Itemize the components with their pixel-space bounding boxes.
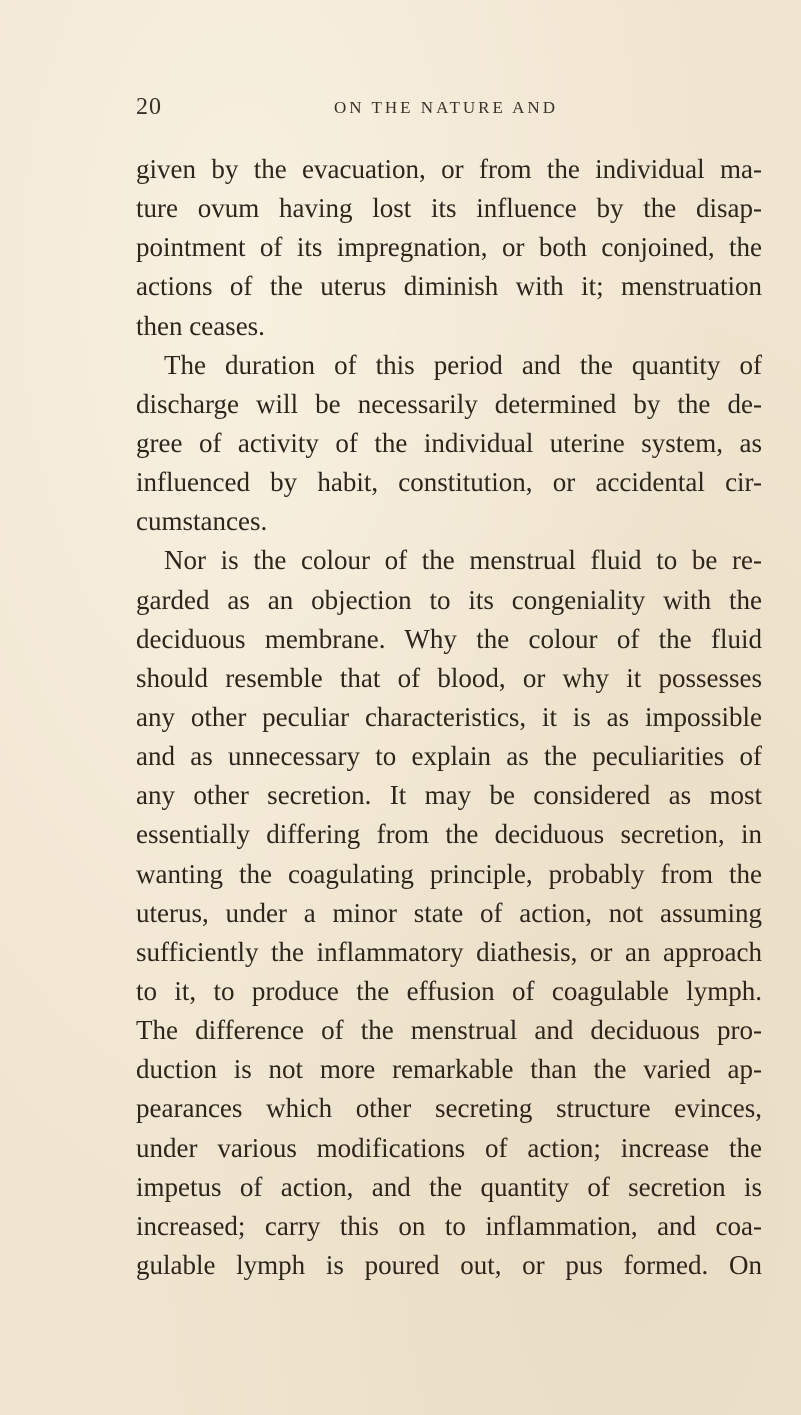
text-line: Nor is the colour of the menstrual fluid to be re- [164, 545, 762, 576]
body-text [136, 150, 762, 1285]
text-line: cumstances. [136, 506, 268, 537]
text-line: essentially differing from the deciduous secretion, in [136, 819, 762, 850]
text-line: influenced by habit, constitution, or accidental cir- [136, 467, 762, 498]
text-line: impetus of action, and the quantity of secretion is [136, 1171, 762, 1202]
page-number: 20 [136, 94, 162, 120]
text-line: pearances which other secreting structure evinces, [136, 1093, 762, 1124]
running-head: ON THE NATURE AND [334, 98, 558, 117]
text-line: increased; carry this on to inflammation, and coa- [136, 1210, 762, 1241]
text-line: then ceases. [136, 310, 265, 341]
text-line: The duration of this period and the quantity of [164, 349, 762, 380]
text-line: The difference of the menstrual and deciduous pro- [136, 1015, 762, 1046]
text-line: pointment of its impregnation, or both conjoined, the [136, 232, 762, 263]
text-line: gree of activity of the individual uterine system, as [136, 427, 762, 458]
text-line: ture ovum having lost its influence by the disap- [136, 193, 762, 224]
text-line: any other secretion. It may be considered as most [136, 780, 762, 811]
text-line: uterus, under a minor state of action, not assuming [136, 897, 762, 928]
text-line: to it, to produce the effusion of coagulable lymph. [136, 975, 762, 1006]
text-line: and as unnecessary to explain as the peculiarities of [136, 741, 762, 772]
text-line: actions of the uterus diminish with it; menstruation [136, 271, 762, 302]
text-line: discharge will be necessarily determined by the de- [136, 388, 762, 419]
page-header [136, 94, 696, 128]
text-line: sufficiently the inflammatory diathesis, or an approach [136, 936, 762, 967]
text-line: any other peculiar characteristics, it is as impossible [136, 701, 762, 732]
text-line: gulable lymph is poured out, or pus formed. On [136, 1249, 762, 1280]
text-line: deciduous membrane. Why the colour of the fluid [136, 623, 762, 654]
text-line: should resemble that of blood, or why it possesses [136, 662, 762, 693]
text-line: duction is not more remarkable than the varied ap- [136, 1054, 762, 1085]
text-line: wanting the coagulating principle, probably from the [136, 858, 762, 889]
text-line: garded as an objection to its congeniality with the [136, 584, 762, 615]
text-line: under various modifications of action; increase the [136, 1132, 762, 1163]
text-line: given by the evacuation, or from the individual ma- [136, 154, 762, 184]
